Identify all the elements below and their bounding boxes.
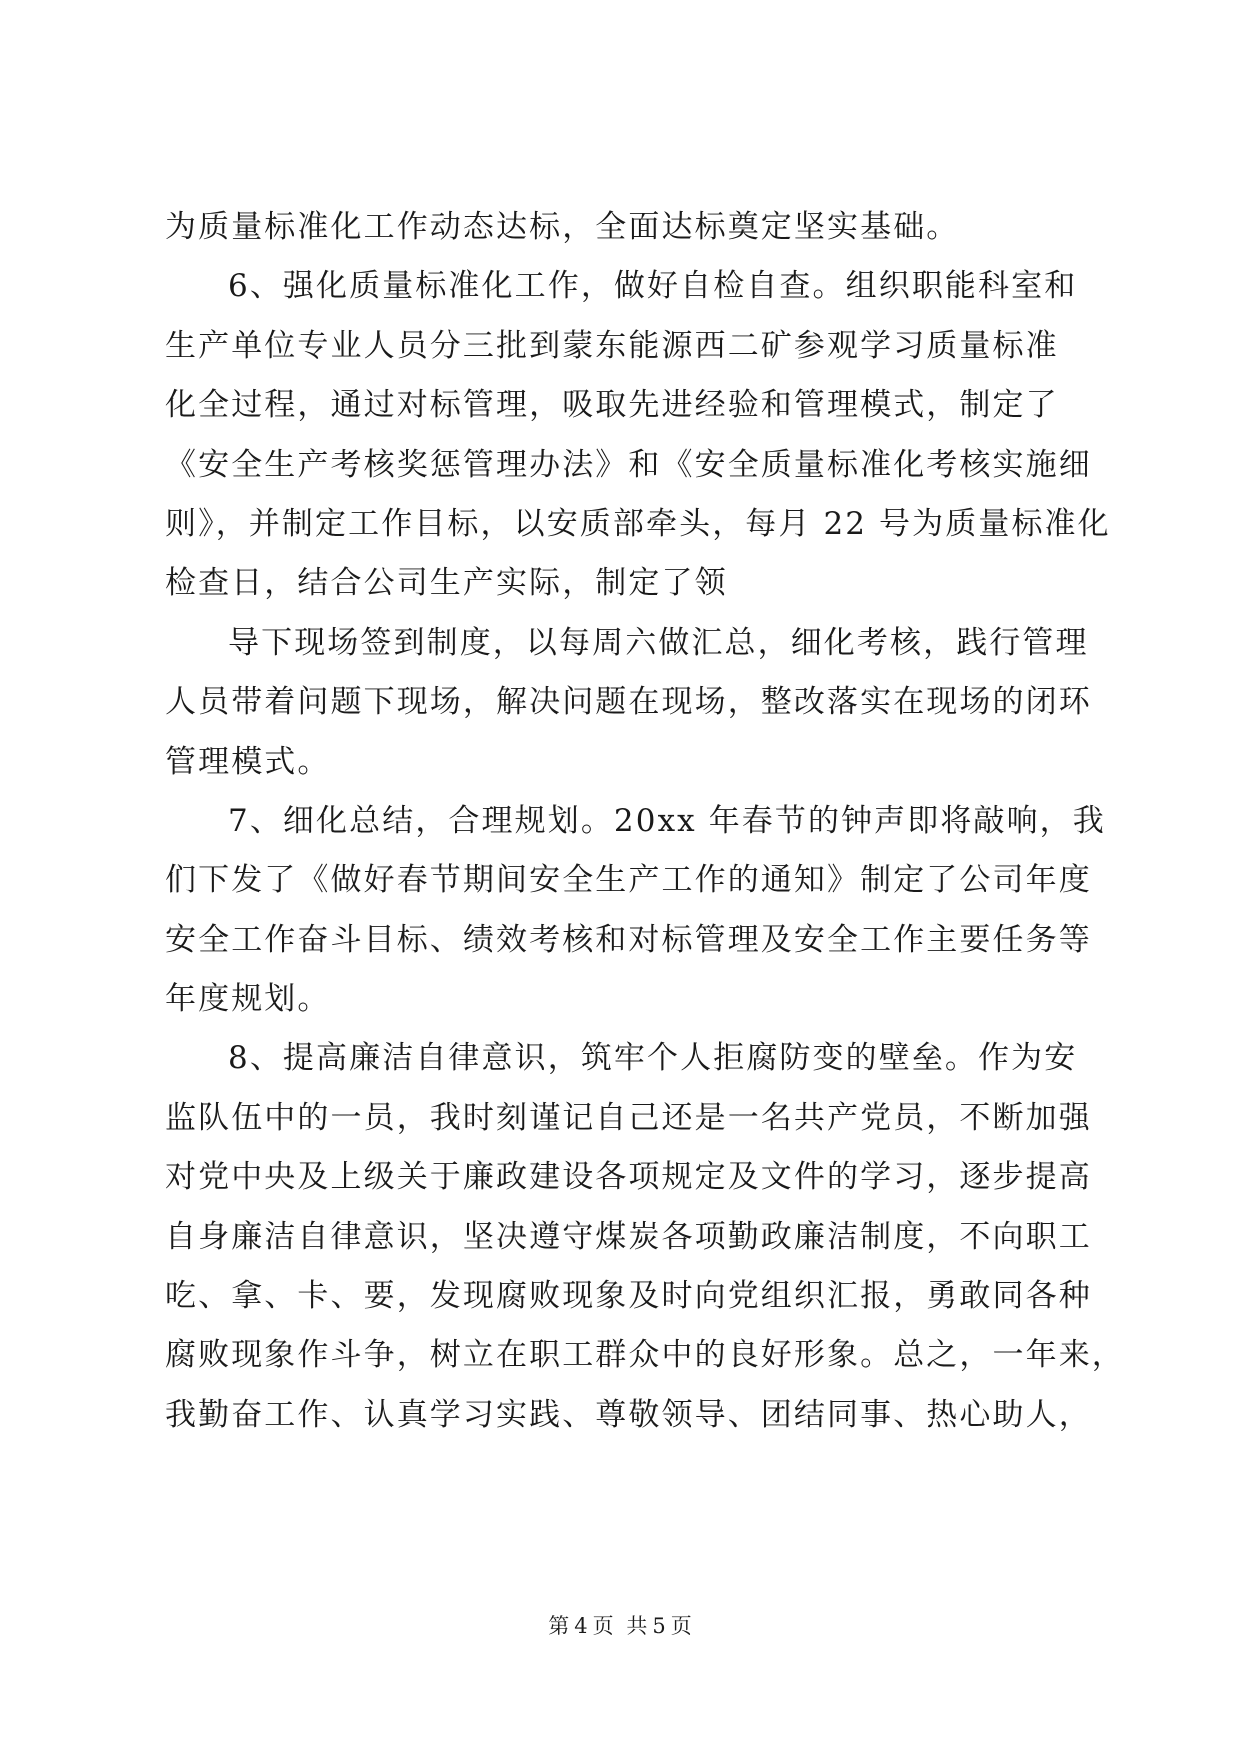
total-page-count: 5 — [652, 1614, 667, 1638]
text-line: 8、提高廉洁自律意识，筑牢个人拒腐防变的壁垒。作为安 — [228, 1040, 1078, 1077]
text-line: 监队伍中的一员，我时刻谨记自己还是一名共产党员，不断加强 — [165, 1099, 1092, 1136]
text-line: 则》，并制定工作目标，以安质部牵头，每月 22 号为质量标准化 — [165, 505, 1111, 542]
text-line: 为质量标准化工作动态达标，全面达标奠定坚实基础。 — [165, 209, 960, 245]
text-line: 年度规划。 — [165, 981, 331, 1018]
text-line: 生产单位专业人员分三批到蒙东能源西二矿参观学习质量标准 — [165, 327, 1059, 364]
text-line: 管理模式。 — [165, 743, 331, 780]
text-line: 《安全生产考核奖惩管理办法》和《安全质量标准化考核实施细 — [165, 446, 1092, 483]
text-line: 们下发了《做好春节期间安全生产工作的通知》制定了公司年度 — [165, 862, 1092, 899]
text-line: 吃、拿、卡、要，发现腐败现象及时向党组织汇报，勇敢同各种 — [165, 1278, 1092, 1315]
text-line: 6、强化质量标准化工作，做好自检自查。组织职能科室和 — [228, 268, 1078, 305]
text-line: 对党中央及上级关于廉政建设各项规定及文件的学习，逐步提高 — [165, 1159, 1092, 1196]
text-line: 自身廉洁自律意识，坚决遵守煤炭各项勤政廉洁制度，不向职工 — [165, 1218, 1092, 1255]
current-page-number: 4 — [574, 1614, 589, 1638]
text-line: 安全工作奋斗目标、绩效考核和对标管理及安全工作主要任务等 — [165, 921, 1092, 958]
body-text — [165, 198, 1125, 1445]
text-line: 检查日，结合公司生产实际，制定了领 — [165, 565, 728, 602]
text-line: 7、细化总结，合理规划。20xx 年春节的钟声即将敲响，我 — [228, 802, 1106, 839]
text-line: 我勤奋工作、认真学习实践、尊敬领导、团结同事、热心助人， — [165, 1396, 1092, 1433]
page-label: 页 — [592, 1614, 615, 1638]
text-line: 导下现场签到制度，以每周六做汇总，细化考核，践行管理 — [228, 624, 1089, 661]
page-footer — [0, 1610, 1241, 1640]
text-line: 腐败现象作斗争，树立在职工群众中的良好形象。总之，一年来， — [165, 1337, 1125, 1374]
text-line: 化全过程，通过对标管理，吸取先进经验和管理模式，制定了 — [165, 387, 1059, 424]
page-prefix: 第 — [548, 1614, 571, 1638]
total-label: 页 — [670, 1614, 693, 1638]
text-line: 人员带着问题下现场，解决问题在现场，整改落实在现场的闭环 — [165, 684, 1092, 721]
total-prefix: 共 — [626, 1614, 649, 1638]
